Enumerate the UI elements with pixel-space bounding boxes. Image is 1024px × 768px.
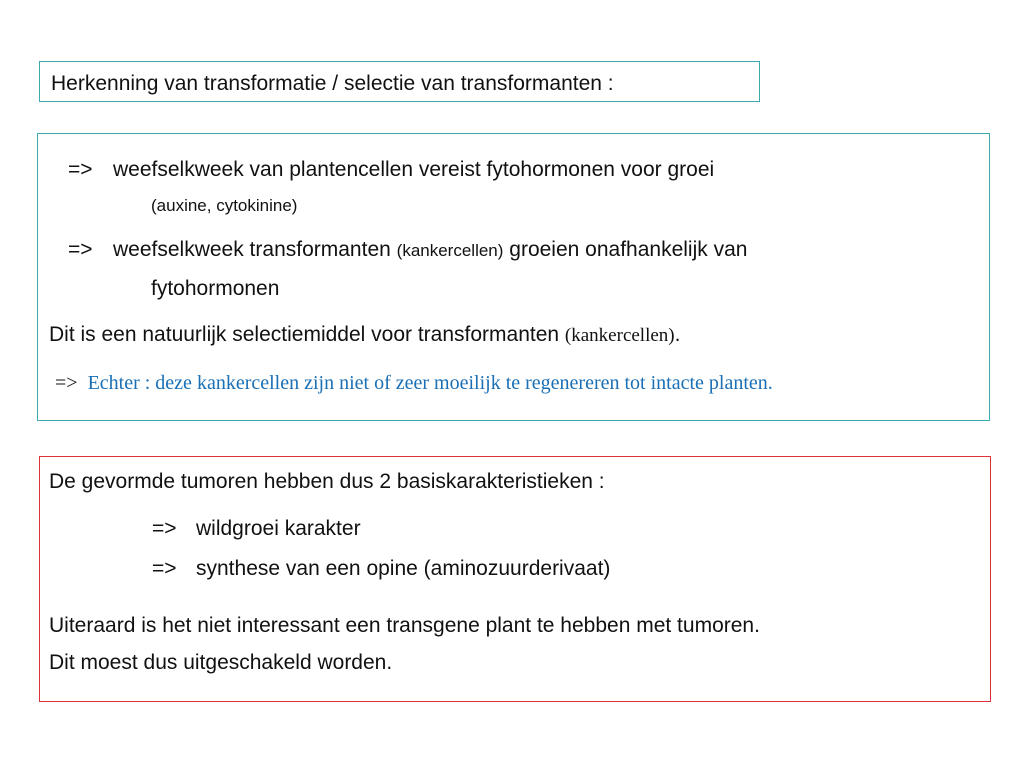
arrow: => — [152, 557, 177, 580]
line-natural-selection — [49, 323, 680, 348]
paragraph: Uiteraard is het niet interessant een transgene plant te hebben met tumoren. — [49, 614, 760, 637]
line-caveat — [55, 371, 773, 395]
text-small: (kankercellen) — [396, 241, 504, 260]
line-hormone-examples: (auxine, cytokinine) — [151, 196, 298, 215]
line-transformants-independent — [113, 238, 747, 263]
period: . — [674, 323, 681, 346]
text: groeien onafhankelijk van — [509, 238, 748, 261]
paragraph: Dit moest dus uitgeschakeld worden. — [49, 651, 393, 674]
arrow: => — [152, 517, 177, 540]
list-item: synthese van een opine (aminozuurderivaat) — [196, 557, 611, 580]
text: Dit is een natuurlijk selectiemiddel voor transformanten — [49, 323, 560, 346]
text-serif: (kankercellen) — [564, 325, 675, 346]
line-continuation: fytohormonen — [151, 277, 280, 300]
tumor-heading: De gevormde tumoren hebben dus 2 basiskarakteristieken : — [49, 470, 605, 493]
line-hormones-required: weefselkweek van plantencellen vereist fytohormonen voor groei — [113, 158, 715, 181]
caveat-text: Echter : deze kankercellen zijn niet of zeer moeilijk te regenereren tot intacte planten. — [87, 372, 773, 394]
slide-title: Herkenning van transformatie / selectie van transformanten : — [51, 72, 614, 95]
arrow: => — [55, 372, 78, 394]
list-item: wildgroei karakter — [196, 517, 361, 540]
arrow: => — [68, 158, 93, 181]
text: weefselkweek transformanten — [113, 238, 391, 261]
arrow: => — [68, 238, 93, 261]
